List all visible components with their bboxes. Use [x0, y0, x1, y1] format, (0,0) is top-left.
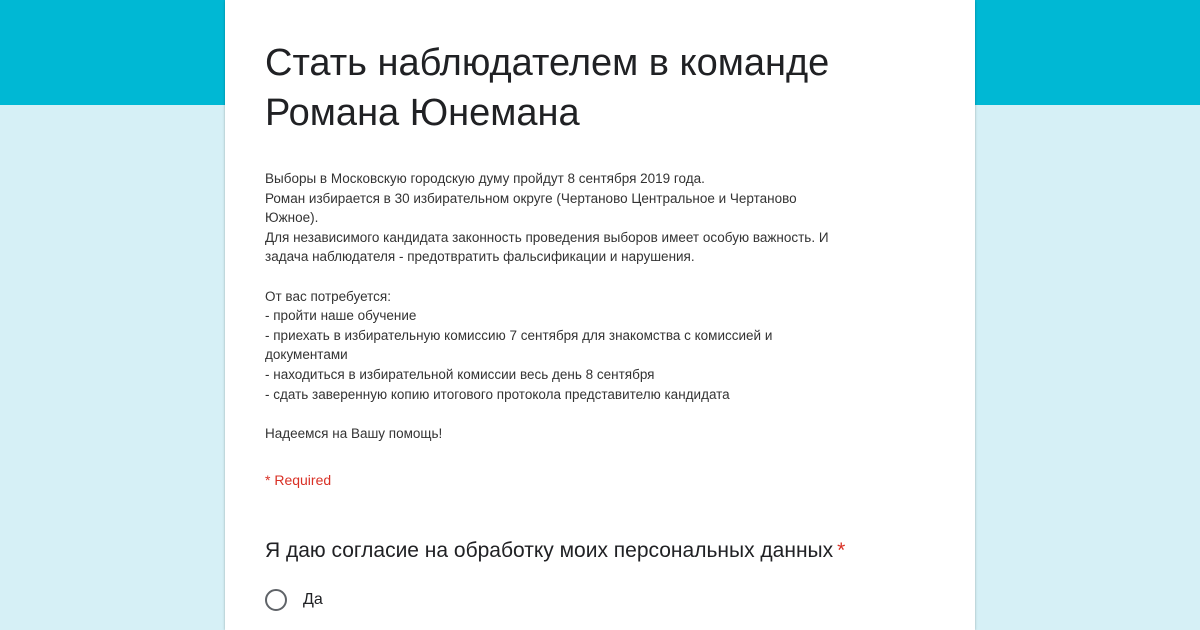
form-description: [265, 169, 925, 443]
description-line: Надеемся на Вашу помощь!: [265, 425, 443, 441]
radio-option-label: Да: [303, 591, 323, 608]
description-line: - находиться в избирательной комиссии весь день 8 сентября: [265, 366, 655, 382]
description-blank-line: [265, 267, 925, 287]
radio-option-da[interactable]: [265, 588, 323, 612]
description-line: Южное).: [265, 210, 319, 226]
description-line: - пройти наше обучение: [265, 308, 417, 324]
description-line: Роман избирается в 30 избирательном округе (Чертаново Центральное и Чертаново: [265, 190, 797, 206]
description-line: - сдать заверенную копию итогового протокола представителю кандидата: [265, 386, 730, 402]
question-label: Я даю согласие на обработку моих персональных данных: [265, 539, 834, 562]
question-title: [265, 536, 945, 566]
description-line: Для независимого кандидата законность проведения выборов имеет особую важность. И: [265, 229, 829, 245]
description-line: От вас потребуется:: [265, 288, 391, 304]
required-asterisk: *: [837, 539, 846, 562]
description-line: задача наблюдателя - предотвратить фальсификации и нарушения.: [265, 249, 695, 265]
description-blank-line: [265, 404, 925, 424]
radio-button[interactable]: [265, 589, 287, 611]
form-card: [225, 0, 975, 630]
form-title: Стать наблюдателем в команде Романа Юнемана: [265, 42, 830, 134]
required-note: * Required: [265, 472, 332, 488]
description-line: документами: [265, 347, 348, 363]
description-line: - приехать в избирательную комиссию 7 сентября для знакомства с комиссией и: [265, 327, 773, 343]
description-line: Выборы в Московскую городскую думу пройдут 8 сентября 2019 года.: [265, 171, 705, 186]
